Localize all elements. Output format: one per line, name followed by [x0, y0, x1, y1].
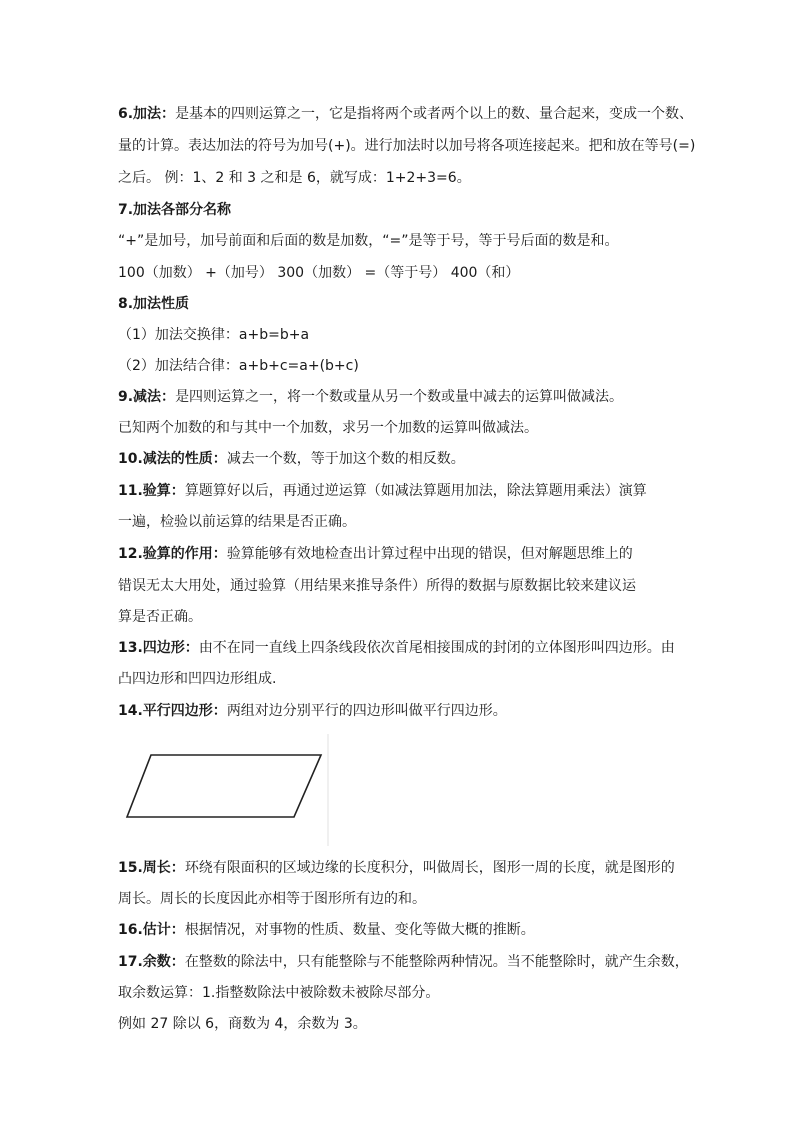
item-11-line-2: 一遍，检验以前运算的结果是否正确。	[118, 514, 356, 530]
item-15-term: 15.周长：	[118, 860, 185, 876]
item-17-term: 17.余数：	[118, 954, 185, 970]
item-6-term: 6.加法：	[118, 106, 176, 122]
item-14-line-1: 14.平行四边形：两组对边分别平行的四边形叫做平行四边形。	[118, 703, 507, 719]
item-11-term: 11.验算：	[118, 483, 185, 499]
item-17-line-2: 取余数运算：1.指整数除法中被除数未被除尽部分。	[118, 985, 440, 1001]
item-9-line-2: 已知两个加数的和与其中一个加数，求另一个加数的运算叫做减法。	[118, 420, 538, 436]
item-6-line-2: 量的计算。表达加法的符号为加号(+)。进行加法时以加号将各项连接起来。把和放在等号(=)	[118, 138, 696, 154]
item-13-term: 13.四边形：	[118, 640, 199, 656]
item-17-line-3: 例如 27 除以 6，商数为 4，余数为 3。	[118, 1016, 367, 1032]
item-7-line-1: “+”是加号，加号前面和后面的数是加数，“=”是等于号，等于号后面的数是和。	[118, 233, 619, 249]
item-14-term: 14.平行四边形：	[118, 703, 227, 719]
item-17-line-1: 17.余数：在整数的除法中，只有能整除与不能整除两种情况。当不能整除时，就产生余数，	[118, 954, 689, 970]
item-12-term: 12.验算的作用：	[118, 546, 227, 562]
item-12-line-1: 12.验算的作用：验算能够有效地检查出计算过程中出现的错误，但对解题思维上的	[118, 546, 633, 562]
item-12-line-2: 错误无太大用处，通过验算（用结果来推导条件）所得的数据与原数据比较来建议运	[118, 578, 636, 594]
item-10-term: 10.减法的性质：	[118, 451, 227, 467]
item-15-line-1: 15.周长：环绕有限面积的区域边缘的长度积分，叫做周长，图形一周的长度，就是图形的	[118, 860, 675, 876]
item-16-term: 16.估计：	[118, 922, 185, 938]
parallelogram-shape	[127, 755, 321, 817]
item-10-line-1: 10.减法的性质：减去一个数，等于加这个数的相反数。	[118, 451, 465, 467]
parallelogram-figure	[118, 734, 333, 846]
item-11-line-1: 11.验算：算题算好以后，再通过逆运算（如减法算题用加法，除法算题用乘法）演算	[118, 483, 647, 499]
item-9-line-1: 9.减法：是四则运算之一，将一个数或量从另一个数或量中减去的运算叫做减法。	[118, 389, 624, 405]
item-8-line-1: （1）加法交换律：a+b=b+a	[118, 327, 310, 343]
item-6-line-1: 6.加法：是基本的四则运算之一，它是指将两个或者两个以上的数、量合起来，变成一个数、	[118, 106, 694, 122]
item-8-line-2: （2）加法结合律：a+b+c=a+(b+c)	[118, 358, 359, 374]
item-9-term: 9.减法：	[118, 389, 176, 405]
item-6-line-3: 之后。 例：1、2 和 3 之和是 6，就写成：1+2+3=6。	[118, 170, 471, 186]
item-13-line-1: 13.四边形：由不在同一直线上四条线段依次首尾相接围成的封闭的立体图形叫四边形。由	[118, 640, 675, 656]
item-8-heading: 8.加法性质	[118, 296, 190, 312]
item-12-line-3: 算是否正确。	[118, 609, 202, 625]
item-7-heading: 7.加法各部分名称	[118, 202, 232, 218]
item-16-line-1: 16.估计：根据情况，对事物的性质、数量、变化等做大概的推断。	[118, 922, 535, 938]
item-15-line-2: 周长。周长的长度因此亦相等于图形所有边的和。	[118, 891, 426, 907]
item-13-line-2: 凸四边形和凹四边形组成.	[118, 671, 277, 687]
item-7-line-2: 100（加数） +（加号） 300（加数） =（等于号） 400（和）	[118, 265, 520, 281]
